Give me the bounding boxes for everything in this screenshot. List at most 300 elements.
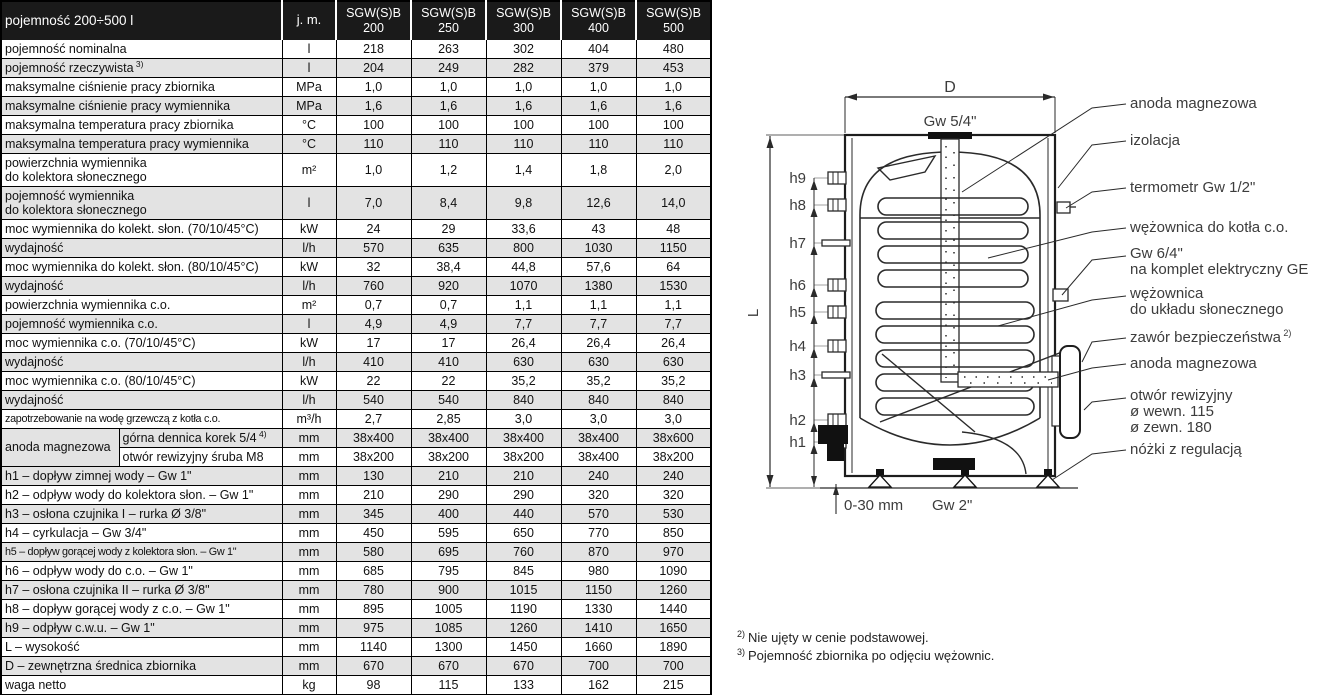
value-cell: 115 [411,676,486,695]
table-row [1,187,711,220]
value-cell: 35,2 [486,372,561,391]
unit-cell: MPa [282,78,336,97]
unit-cell: m³/h [282,410,336,429]
value-cell: 3,0 [486,410,561,429]
row-label: pojemność rzeczywista $^{3)}$ [1,59,282,78]
value-cell: 162 [561,676,636,695]
value-cell: 22 [411,372,486,391]
value-cell: 453 [636,59,711,78]
value-cell: 2,0 [636,154,711,187]
value-cell: 38x400 [336,429,411,448]
value-cell: 302 [486,40,561,59]
unit-cell: l/h [282,277,336,296]
unit-cell: mm [282,619,336,638]
row-label: powierzchnia wymiennika do kolektora słonecznego [1,154,282,187]
table-row [1,59,711,78]
value-cell: 43 [561,220,636,239]
unit-cell: kW [282,334,336,353]
unit-cell: kW [282,372,336,391]
value-cell: 263 [411,40,486,59]
value-cell: 1,1 [636,296,711,315]
value-cell: 670 [486,657,561,676]
value-cell: 2,85 [411,410,486,429]
dim-d-label: D [944,80,956,96]
value-cell: 1,6 [411,97,486,116]
value-cell: 110 [561,135,636,154]
value-cell: 4,9 [336,315,411,334]
row-label: L – wysokość [1,638,282,657]
footnote: $^{2)}$ Nie ujęty w cenie podstawowej. [737,628,929,645]
table-row [1,353,711,372]
unit-column-header: j. m. [282,1,336,40]
value-cell: 635 [411,239,486,258]
value-cell: 282 [486,59,561,78]
unit-cell: mm [282,657,336,676]
value-cell: 26,4 [561,334,636,353]
bottom-fitting-label: Gw 2" [932,497,973,514]
value-cell: 685 [336,562,411,581]
value-cell: 1,0 [486,78,561,97]
row-label: h5 – dopływ gorącej wody z kolektora słon. – Gw 1" [1,543,282,562]
table-row [1,78,711,97]
row-label: h3 – osłona czujnika I – rurka Ø 3/8" [1,505,282,524]
value-cell: 7,7 [636,315,711,334]
value-cell: 630 [486,353,561,372]
unit-cell: mm [282,600,336,619]
value-cell: 780 [336,581,411,600]
value-cell: 630 [636,353,711,372]
value-cell: 38x200 [486,448,561,467]
top-fitting-label: Gw 5/4" [923,113,977,130]
model-column-header: SGW(S)B 500 [636,1,711,40]
value-cell: 850 [636,524,711,543]
value-cell: 1150 [561,581,636,600]
unit-cell: m² [282,154,336,187]
table-row [1,334,711,353]
row-label: wydajność [1,277,282,296]
diagram-label: otwór rewizyjny ø wewn. 115 ø zewn. 180 [1130,387,1233,436]
unit-cell: °C [282,135,336,154]
table-row [1,638,711,657]
model-column-header: SGW(S)B 400 [561,1,636,40]
unit-cell: mm [282,467,336,486]
value-cell: 760 [486,543,561,562]
diagram-label: zawór bezpieczeństwa $^{2)}$ [1130,328,1292,346]
table-header-row [1,1,711,40]
unit-cell: l/h [282,239,336,258]
table-row [1,524,711,543]
value-cell: 410 [336,353,411,372]
unit-cell: l/h [282,353,336,372]
value-cell: 1,4 [486,154,561,187]
value-cell: 975 [336,619,411,638]
unit-cell: mm [282,505,336,524]
value-cell: 1090 [636,562,711,581]
row-label: powierzchnia wymiennika c.o. [1,296,282,315]
value-cell: 3,0 [636,410,711,429]
diagram-label: termometr Gw 1/2" [1130,179,1256,196]
value-cell: 38x400 [561,429,636,448]
value-cell: 650 [486,524,561,543]
value-cell: 1,6 [561,97,636,116]
h8-marker: h8 [789,197,806,214]
value-cell: 320 [636,486,711,505]
dim-l-label: L [745,308,762,318]
h2-marker: h2 [789,412,806,429]
table-title: pojemność 200÷500 l [1,1,282,40]
value-cell: 240 [636,467,711,486]
value-cell: 17 [336,334,411,353]
value-cell: 100 [411,116,486,135]
table-row [1,657,711,676]
value-cell: 540 [411,391,486,410]
value-cell: 57,6 [561,258,636,277]
value-cell: 130 [336,467,411,486]
value-cell: 1530 [636,277,711,296]
table-row [1,505,711,524]
table-row [1,220,711,239]
row-label: maksymalne ciśnienie pracy zbiornika [1,78,282,97]
value-cell: 1330 [561,600,636,619]
value-cell: 670 [336,657,411,676]
value-cell: 1380 [561,277,636,296]
value-cell: 29 [411,220,486,239]
row-label: wydajność [1,239,282,258]
model-column-header: SGW(S)B 250 [411,1,486,40]
value-cell: 410 [411,353,486,372]
table-row [1,600,711,619]
row-label: waga netto [1,676,282,695]
value-cell: 1005 [411,600,486,619]
value-cell: 1150 [636,239,711,258]
foot-range-label: 0-30 mm [844,497,904,514]
value-cell: 210 [486,467,561,486]
table-row [1,97,711,116]
value-cell: 1,1 [561,296,636,315]
value-cell: 1,0 [561,78,636,97]
value-cell: 1,0 [636,78,711,97]
footnotes [737,629,994,665]
value-cell: 100 [336,116,411,135]
diagram-label: wężownica do układu słonecznego [1130,285,1284,318]
value-cell: 1450 [486,638,561,657]
table-row [1,391,711,410]
value-cell: 840 [636,391,711,410]
value-cell: 379 [561,59,636,78]
value-cell: 26,4 [636,334,711,353]
table-row [1,239,711,258]
table-row [1,372,711,391]
diagram-label: izolacja [1130,132,1181,149]
table-row [1,296,711,315]
h5-marker: h5 [789,304,806,321]
table-row [1,581,711,600]
value-cell: 35,2 [636,372,711,391]
value-cell: 38x400 [486,429,561,448]
unit-cell: kW [282,220,336,239]
value-cell: 100 [636,116,711,135]
value-cell: 33,6 [486,220,561,239]
table-row [1,429,711,448]
value-cell: 204 [336,59,411,78]
value-cell: 1085 [411,619,486,638]
unit-cell: mm [282,638,336,657]
row-label: pojemność wymiennika do kolektora słonecznego [1,187,282,220]
unit-cell: mm [282,581,336,600]
unit-cell: l [282,59,336,78]
unit-cell: MPa [282,97,336,116]
value-cell: 870 [561,543,636,562]
value-cell: 970 [636,543,711,562]
h3-marker: h3 [789,367,806,384]
value-cell: 38x200 [336,448,411,467]
row-label: D – zewnętrzna średnica zbiornika [1,657,282,676]
unit-cell: mm [282,562,336,581]
row-label: h1 – dopływ zimnej wody – Gw 1" [1,467,282,486]
value-cell: 0,7 [411,296,486,315]
value-cell: 110 [336,135,411,154]
value-cell: 2,7 [336,410,411,429]
unit-cell: °C [282,116,336,135]
table-row [1,467,711,486]
value-cell: 570 [561,505,636,524]
value-cell: 795 [411,562,486,581]
value-cell: 1440 [636,600,711,619]
value-cell: 1260 [486,619,561,638]
h4-marker: h4 [789,338,806,355]
value-cell: 570 [336,239,411,258]
value-cell: 1,6 [636,97,711,116]
value-cell: 218 [336,40,411,59]
diagram-label: wężownica do kotła c.o. [1130,219,1289,236]
h9-marker: h9 [789,170,806,187]
unit-cell: mm [282,448,336,467]
row-label: h8 – dopływ gorącej wody z c.o. – Gw 1" [1,600,282,619]
row-label: maksymalne ciśnienie pracy wymiennika [1,97,282,116]
row-label: h6 – odpływ wody do c.o. – Gw 1" [1,562,282,581]
value-cell: 14,0 [636,187,711,220]
unit-cell: l [282,315,336,334]
unit-cell: l/h [282,391,336,410]
model-column-header: SGW(S)B 200 [336,1,411,40]
value-cell: 920 [411,277,486,296]
value-cell: 38x200 [411,448,486,467]
row-label: pojemność nominalna [1,40,282,59]
value-cell: 133 [486,676,561,695]
value-cell: 1,2 [411,154,486,187]
value-cell: 215 [636,676,711,695]
row-label: wydajność [1,353,282,372]
row-label: maksymalna temperatura pracy zbiornika [1,116,282,135]
table-row [1,116,711,135]
value-cell: 1,0 [336,78,411,97]
diagram-label: anoda magnezowa [1130,355,1257,372]
value-cell: 100 [561,116,636,135]
diagram-label: nóżki z regulacją [1130,441,1242,458]
row-label: otwór rewizyjny śruba M8 [119,448,282,467]
value-cell: 98 [336,676,411,695]
row-label: górna dennica korek 5/4 $^{4)}$ [119,429,282,448]
value-cell: 345 [336,505,411,524]
row-label: h9 – odpływ c.w.u. – Gw 1" [1,619,282,638]
value-cell: 1030 [561,239,636,258]
value-cell: 895 [336,600,411,619]
value-cell: 450 [336,524,411,543]
unit-cell: m² [282,296,336,315]
value-cell: 249 [411,59,486,78]
value-cell: 595 [411,524,486,543]
value-cell: 1,0 [411,78,486,97]
value-cell: 580 [336,543,411,562]
value-cell: 38x400 [411,429,486,448]
unit-cell: mm [282,524,336,543]
value-cell: 1140 [336,638,411,657]
table-row [1,258,711,277]
row-label: moc wymiennika c.o. (70/10/45°C) [1,334,282,353]
value-cell: 1,8 [561,154,636,187]
value-cell: 38x200 [636,448,711,467]
h7-marker: h7 [789,235,806,252]
table-row [1,562,711,581]
row-label: zapotrzebowanie na wodę grzewczą z kotła c.o. [1,410,282,429]
value-cell: 210 [336,486,411,505]
value-cell: 1660 [561,638,636,657]
value-cell: 100 [486,116,561,135]
row-label: pojemność wymiennika c.o. [1,315,282,334]
diagram-label: anoda magnezowa [1130,95,1257,112]
row-label: wydajność [1,391,282,410]
value-cell: 440 [486,505,561,524]
unit-cell: l [282,187,336,220]
value-cell: 3,0 [561,410,636,429]
value-cell: 1300 [411,638,486,657]
value-cell: 38,4 [411,258,486,277]
row-label: maksymalna temperatura pracy wymiennika [1,135,282,154]
table-row [1,619,711,638]
value-cell: 110 [486,135,561,154]
value-cell: 44,8 [486,258,561,277]
unit-cell: kW [282,258,336,277]
value-cell: 900 [411,581,486,600]
value-cell: 770 [561,524,636,543]
value-cell: 1,6 [486,97,561,116]
value-cell: 840 [561,391,636,410]
value-cell: 760 [336,277,411,296]
value-cell: 800 [486,239,561,258]
value-cell: 110 [636,135,711,154]
value-cell: 700 [636,657,711,676]
value-cell: 1260 [636,581,711,600]
value-cell: 1650 [636,619,711,638]
footnote: $^{3)}$ Pojemność zbiornika po odjęciu wężownic. [737,646,995,663]
value-cell: 110 [411,135,486,154]
value-cell: 24 [336,220,411,239]
value-cell: 540 [336,391,411,410]
value-cell: 290 [486,486,561,505]
table-row [1,676,711,695]
value-cell: 17 [411,334,486,353]
value-cell: 7,7 [561,315,636,334]
value-cell: 980 [561,562,636,581]
model-column-header: SGW(S)B 300 [486,1,561,40]
value-cell: 320 [561,486,636,505]
value-cell: 400 [411,505,486,524]
row-label: moc wymiennika c.o. (80/10/45°C) [1,372,282,391]
value-cell: 840 [486,391,561,410]
value-cell: 480 [636,40,711,59]
value-cell: 7,7 [486,315,561,334]
value-cell: 695 [411,543,486,562]
value-cell: 7,0 [336,187,411,220]
table-row [1,40,711,59]
value-cell: 404 [561,40,636,59]
value-cell: 0,7 [336,296,411,315]
value-cell: 530 [636,505,711,524]
unit-cell: mm [282,486,336,505]
value-cell: 670 [411,657,486,676]
value-cell: 1,0 [336,154,411,187]
table-row [1,486,711,505]
value-cell: 845 [486,562,561,581]
table-row [1,135,711,154]
value-cell: 1,1 [486,296,561,315]
table-row [1,543,711,562]
value-cell: 38x400 [561,448,636,467]
tank-diagram-panel [730,80,1322,610]
value-cell: 630 [561,353,636,372]
value-cell: 64 [636,258,711,277]
value-cell: 290 [411,486,486,505]
row-label: moc wymiennika do kolekt. słon. (70/10/45°C) [1,220,282,239]
value-cell: 210 [411,467,486,486]
group-label-cell: anoda magnezowa [1,429,119,467]
row-label: h7 – osłona czujnika II – rurka Ø 3/8" [1,581,282,600]
table-row [1,410,711,429]
table-row [1,154,711,187]
value-cell: 9,8 [486,187,561,220]
value-cell: 1410 [561,619,636,638]
value-cell: 1190 [486,600,561,619]
value-cell: 4,9 [411,315,486,334]
row-label: h4 – cyrkulacja – Gw 3/4" [1,524,282,543]
table-row [1,315,711,334]
value-cell: 8,4 [411,187,486,220]
value-cell: 35,2 [561,372,636,391]
h6-marker: h6 [789,277,806,294]
value-cell: 1015 [486,581,561,600]
value-cell: 38x600 [636,429,711,448]
value-cell: 1,6 [336,97,411,116]
value-cell: 12,6 [561,187,636,220]
unit-cell: mm [282,543,336,562]
value-cell: 26,4 [486,334,561,353]
value-cell: 22 [336,372,411,391]
unit-cell: l [282,40,336,59]
value-cell: 700 [561,657,636,676]
unit-cell: mm [282,429,336,448]
value-cell: 48 [636,220,711,239]
row-label: moc wymiennika do kolekt. słon. (80/10/45°C) [1,258,282,277]
value-cell: 240 [561,467,636,486]
row-label: h2 – odpływ wody do kolektora słon. – Gw 1" [1,486,282,505]
value-cell: 1070 [486,277,561,296]
table-row [1,277,711,296]
unit-cell: kg [282,676,336,695]
value-cell: 32 [336,258,411,277]
value-cell: 1890 [636,638,711,657]
h1-marker: h1 [789,434,806,451]
diagram-label: Gw 6/4" na komplet elektryczny GE [1130,245,1309,278]
